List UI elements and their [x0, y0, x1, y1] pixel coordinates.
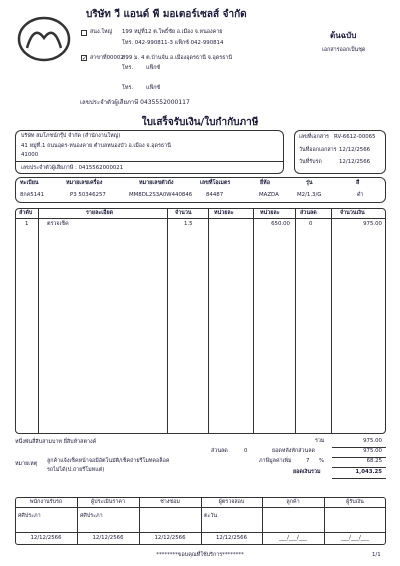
customer-name: บริษัท สมโภชน์กรุ๊ป จำกัด (สำนักงานใหญ่) [21, 133, 121, 139]
note-label: หมายเหตุ [15, 461, 38, 467]
vehicle-model: M2/1.3/G [297, 192, 322, 198]
item-row-amount: 975.00 [363, 221, 382, 227]
doc-no-label: เลขที่เอกสาร [299, 134, 329, 140]
items-header-unit: หน่วยละ [214, 210, 234, 216]
vehicle-plate: 8กค5141 [20, 192, 45, 198]
sig-name-appraiser: ศศิประภา [80, 513, 103, 519]
issue-date: 12/12/2566 [339, 147, 371, 153]
head-office-checkbox[interactable] [81, 30, 87, 36]
vehicle-header-chassis: หมายเลขตัวถัง [139, 180, 174, 186]
vat-label: ภาษีมูลค่าเพิ่ม [259, 458, 292, 464]
totals-divider-3 [332, 467, 386, 468]
col-divider-1 [38, 208, 39, 434]
vat-value: 68.25 [366, 458, 382, 464]
head-office-phone: โทร. 042-990811-3 แฟ็กซ์ 042-990814 [122, 40, 224, 46]
vehicle-header-color: สี [356, 180, 360, 186]
customer-tax-id: เลขประจำตัวผู้เสียภาษี : 0415562000021 [21, 165, 124, 171]
customer-postcode: 41000 [21, 152, 39, 158]
after-discount-label: ยอดหลังหักส่วนลด [272, 448, 316, 454]
col-divider-6 [331, 208, 332, 434]
net-label: ยอดเงินรวม [293, 469, 321, 475]
sig-date-customer: ___/___/___ [279, 535, 307, 541]
note-line-1: ลูกค้าแจ้งเช็คหน้าจอมีอัตโนมัติ/เช็คถ่ายรีโมทคอล็อค [47, 458, 170, 464]
net-value: 1,043.25 [355, 469, 382, 475]
vehicle-header-engine: หมายเลขเครื่อง [66, 180, 103, 186]
company-tax-id: เลขประจำตัวผู้เสียภาษี 0435552000117 [80, 99, 190, 106]
branch-checkbox[interactable]: ✓ [82, 55, 88, 62]
discount-value: 0 [244, 448, 248, 454]
note-line-2: รถไม่ได้(ป.ถ่ายรีโมทแต่) [47, 467, 105, 473]
items-header-amount: จำนวนเงิน [340, 210, 365, 216]
vehicle-color: ดำ [357, 192, 364, 198]
branch-phone-label: โทร. [122, 65, 134, 71]
vat-percent: % [319, 458, 325, 464]
sig-date-cashier: ___/___/___ [341, 535, 369, 541]
branch-label: สาขาที่00002 [90, 55, 124, 61]
document-title: ใบเสร็จรับเงิน/ใบกำกับภาษี [141, 117, 259, 128]
items-header-price: หน่วยละ [260, 210, 280, 216]
vehicle-engine: P3 50346257 [70, 192, 106, 198]
col-divider-4 [253, 208, 254, 434]
col-divider-2 [167, 208, 168, 434]
receive-date-label: วันที่รับรถ [299, 159, 322, 165]
item-row-no: 1 [25, 221, 29, 227]
receive-date: 12/12/2566 [339, 159, 371, 165]
sig-header-cashier: ผู้รับเงิน [346, 499, 364, 505]
sig-header-inspector: ผู้ตรวจสอบ [218, 499, 245, 505]
vat-rate: 7 [306, 458, 310, 464]
col-divider-3 [208, 208, 209, 434]
amount-in-words: หนึ่งพันสี่สิบสามบาท ยี่สิบห้าสตางค์ [15, 439, 97, 445]
vehicle-header-plate: ทะเบียน [20, 180, 39, 186]
branch-address: 899 ม. 4 ต.บ้านจั่น อ.เมืองอุดรธานี จ.อุดรธานี [122, 55, 233, 61]
vehicle-odometer: 84487 [206, 192, 224, 198]
fax2-label: แฟ็กซ์ [146, 85, 161, 91]
item-row-qty: 1.5 [184, 221, 193, 227]
doc-no: RV-6612-00065 [334, 134, 376, 140]
original-sub: เอกสารออกเป็นชุด [322, 47, 366, 53]
company-name: บริษัท วี แอนด์ พี มอเตอร์เซลส์ จำกัด [86, 9, 247, 20]
item-row-price: 650.00 [271, 221, 290, 227]
vehicle-header-brand: ยี่ห้อ [260, 180, 270, 186]
sig-date-mechanic: 12/12/2566 [154, 535, 186, 541]
items-header-discount: ส่วนลด [300, 210, 317, 216]
sig-name-receiver: ศศิประภา [18, 513, 41, 519]
sig-date-appraiser: 12/12/2566 [92, 535, 124, 541]
vehicle-brand: MAZDA [259, 192, 279, 198]
items-header-desc: รายละเอียด [86, 210, 114, 216]
sig-header-customer: ลูกค้า [286, 499, 300, 505]
vehicle-header-model: รุ่น [306, 180, 313, 186]
item-row-desc: ตรวจเช็ค [47, 221, 69, 227]
totals-divider-4 [332, 478, 386, 479]
sum-label: รวม [315, 438, 325, 444]
head-office-address: 199 หมู่ที่12 ต.โพธิ์ชัย อ.เมือง จ.หนองคาย [122, 29, 223, 35]
sig-date-receiver: 12/12/2566 [30, 535, 62, 541]
vehicle-header-odometer: เลขที่โอเมตร [200, 180, 231, 186]
sum-value: 975.00 [363, 438, 382, 444]
sig-header-mechanic: ช่างซ่อม [160, 499, 180, 505]
phone2-label: โทร. [122, 85, 134, 91]
sig-date-inspector: 12/12/2566 [215, 535, 248, 541]
customer-address: 41 หมู่ที่.1 ถนนอุดร-หนองคาย ตำบลหนองบัว อ.เมือง จ.อุดรธานี [21, 143, 171, 149]
page-number: 1/1 [372, 552, 381, 558]
original-label: ต้นฉบับ [330, 31, 357, 40]
after-discount-value: 975.00 [363, 448, 382, 454]
issue-date-label: วันที่ออกเอกสาร [299, 147, 337, 153]
footer-thanks: ********ขอบคุณที่ใช้บริการ******** [156, 552, 244, 558]
discount-label: ส่วนลด [211, 448, 228, 454]
items-header-no: ลำดับ [19, 210, 33, 216]
branch-fax-label: แฟ็กซ์ [146, 65, 161, 71]
sig-header-appraiser: ผู้ประเมินราคา [90, 499, 125, 505]
sig-name-inspector: ตะวัน [204, 513, 218, 519]
item-row-discount: 0 [309, 221, 313, 227]
customer-divider [15, 161, 284, 162]
head-office-label: สนง.ใหญ่ [90, 29, 113, 35]
company-logo [16, 14, 72, 64]
sig-header-receiver: พนักงานรับรถ [29, 499, 63, 505]
items-header-qty: จำนวน [175, 210, 192, 216]
col-divider-5 [295, 208, 296, 434]
vehicle-chassis: MM8DL2S3A0W440846 [129, 192, 193, 198]
